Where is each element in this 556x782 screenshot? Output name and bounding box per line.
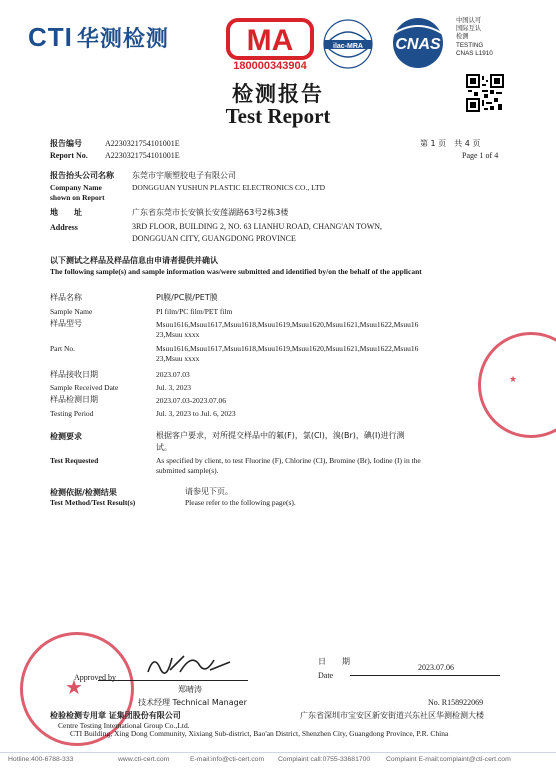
approved-by-label: Approved by (74, 673, 116, 682)
company-label-cn: 报告抬头公司名称 (50, 171, 114, 180)
request-cn: 根据客户要求，对所提交样品中的氟(F)，氯(Cl)，溴(Br)，碘(I)进行测 试。 (156, 431, 405, 452)
title-en: Test Report (225, 104, 331, 128)
address-en: 3RD FLOOR, BUILDING 2, NO. 63 LIANHU ROAD, CHANG'AN TOWN, DONGGUAN CITY, GUANGDONG PROVINCE (132, 222, 383, 243)
signature-image (140, 650, 240, 680)
sample-name-cn: PI膜/PC膜/PET膜 (156, 293, 218, 302)
date-value: 2023.07.06 (418, 663, 454, 672)
page-cn: 第 1 页 共 4 页 (420, 139, 481, 148)
sample-name-label-en: Sample Name (50, 307, 93, 316)
company-name-en: DONGGUAN YUSHUN PLASTIC ELECTRONICS CO., LTD (132, 183, 325, 192)
footer-web-link[interactable]: www.cti-cert.com (118, 756, 170, 763)
sample-model-label-cn: 样品型号 (50, 319, 82, 328)
method-label-cn: 检测依据/检测结果 (50, 488, 117, 497)
issuer-company-cn: 检验检测专用章 证集团股份有限公司 (50, 711, 181, 720)
issuer-company-en: Centre Testing International Group Co.,Ltd. (58, 721, 190, 730)
cti-logo (28, 22, 169, 53)
signer-name: 郑晴涛 (178, 685, 202, 694)
period-en: Jul. 3, 2023 to Jul. 6, 2023 (156, 409, 236, 418)
date-label-en: Date (318, 671, 334, 680)
period-label-cn: 样品检测日期 (50, 395, 98, 404)
period-cn: 2023.07.03-2023.07.06 (156, 396, 226, 405)
company-name-cn: 东莞市宇顺塑胶电子有限公司 (132, 171, 236, 180)
recv-date-label-en: Sample Received Date (50, 383, 119, 392)
svg-text:CNAS: CNAS (395, 36, 441, 53)
footer-bar (0, 752, 556, 782)
title-cn: 检测报告 (232, 82, 324, 106)
report-no-label-cn: 报告编号 (50, 139, 82, 148)
address-cn: 广东省东莞市长安镇长安莲湖路63号2栋3楼 (132, 208, 289, 217)
recv-date-en: Jul. 3, 2023 (156, 383, 192, 392)
ilac-mra-icon (320, 18, 376, 70)
footer-email-link[interactable]: E-mail:info@cti-cert.com (190, 756, 265, 763)
signer-title: 技术经理 Technical Manager (138, 698, 247, 707)
cti-logo-cn: 华测检测 (76, 27, 169, 52)
svg-text:MA: MA (246, 24, 294, 57)
report-no-label-en: Report No. (50, 151, 88, 160)
request-en: As specified by client, to test Fluorine (F), Chlorine (Cl), Bromine (Br), Iodine (I) in the submitted sample(s). (156, 456, 421, 475)
signature-line (98, 680, 248, 681)
method-label-en: Test Method/Test Result(s) (50, 498, 136, 507)
issuer-address-cn: 广东省深圳市宝安区新安街道兴东社区华测检测大楼 (300, 711, 484, 720)
date-line (350, 675, 500, 676)
company-seal-stamp: ★ (20, 632, 134, 746)
svg-text:ilac-MRA: ilac-MRA (333, 43, 363, 50)
period-label-en: Testing Period (50, 409, 94, 418)
page-en: Page 1 of 4 (462, 151, 499, 160)
sample-model-en: Msuu1616,Msuu1617,Msuu1618,Msuu1619,Msuu1620,Msuu1621,Msuu1622,Msuu16 23,Msuu xxxx (156, 344, 419, 363)
sample-intro-en: The following sample(s) and sample information was/were submitted and identified by/on the behalf of the applicant (50, 267, 422, 276)
sample-model-label-en: Part No. (50, 344, 75, 353)
footer-hotline: Hotline:400-6788-333 (8, 756, 74, 763)
report-no-value: A2230321754101001E (105, 139, 180, 148)
address-label-cn: 地 址 (50, 208, 82, 217)
request-label-cn: 检测要求 (50, 432, 82, 441)
certification-stamp-right: ★ (478, 332, 556, 438)
request-label-en: Test Requested (50, 456, 99, 465)
method-en: Please refer to the following page(s). (185, 498, 296, 507)
address-label-en: Address (50, 223, 78, 232)
sample-model-cn: Msuu1616,Msuu1617,Msuu1618,Msuu1619,Msuu1620,Msuu1621,Msuu1622,Msuu16 23,Msuu xxxx (156, 320, 419, 339)
cnas-icon (384, 16, 452, 70)
recv-date-label-cn: 样品接收日期 (50, 370, 98, 379)
date-label-cn: 日 期 (318, 657, 350, 666)
footer-complaint-call: Complaint call:0755-33681700 (278, 756, 371, 763)
issuer-address-en: CTI Building, Xing Dong Community, Xixiang Sub-district, Bao'an District, Shenzhen City, Guangdong Province, P.R. China (70, 729, 449, 738)
sample-intro-cn: 以下测试之样品及样品信息由申请者提供并确认 (50, 256, 218, 265)
cnas-logo (384, 16, 452, 70)
cnas-text: 中国认可 国际互认 检测 TESTING CNAS L1910 (456, 17, 493, 57)
report-no-value-en: A2230321754101001E (105, 151, 180, 160)
cma-icon (224, 14, 316, 62)
footer-complaint-email[interactable]: Complaint E-mail:complaint@cti-cert.com (386, 756, 511, 763)
sample-name-label-cn: 样品名称 (50, 293, 82, 302)
ilac-mra-logo (320, 18, 376, 70)
recv-date-cn: 2023.07.03 (156, 370, 190, 379)
method-cn: 请参见下页。 (185, 487, 233, 496)
company-label-en: Company Name shown on Report (50, 183, 105, 202)
doc-serial-no: No. R158922069 (428, 698, 484, 707)
cma-logo (224, 14, 316, 74)
sample-name-en: PI film/PC film/PET film (156, 307, 233, 316)
cma-number: 180000343904 (233, 60, 307, 72)
cti-logo-text: CTI (28, 22, 73, 52)
